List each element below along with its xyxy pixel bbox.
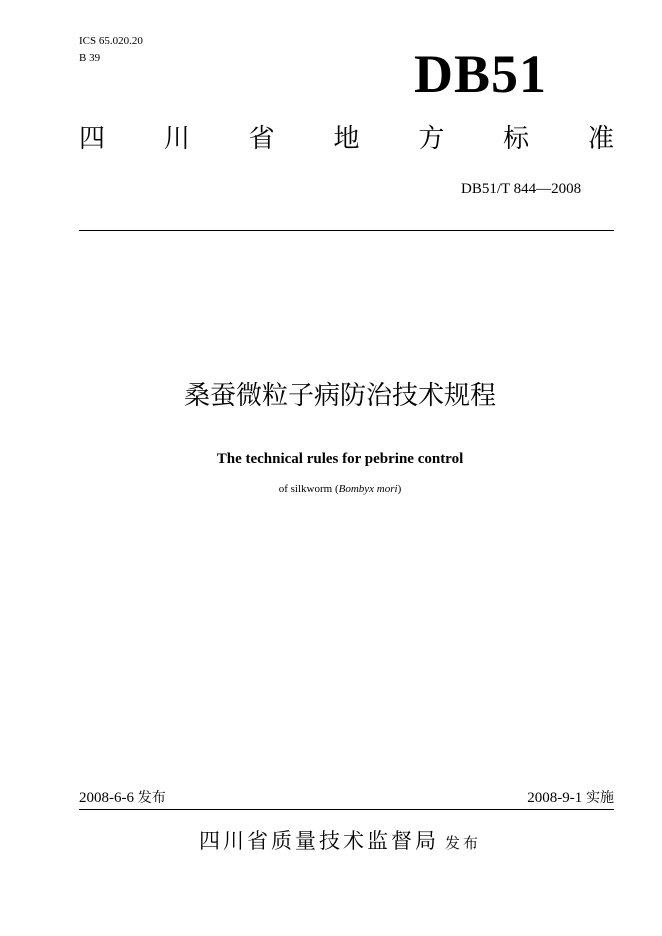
- ics-code: ICS 65.020.20: [79, 35, 143, 47]
- subtitle-suffix: ): [397, 483, 402, 495]
- issue-date-value: 2008-6-6: [79, 790, 134, 806]
- title-english-subtitle: [79, 481, 601, 497]
- ccs-code: B 39: [79, 52, 101, 64]
- implementation-date-label: 实施: [586, 790, 614, 806]
- standard-type: [79, 120, 614, 158]
- standard-number: DB51/T 844—2008: [461, 181, 582, 197]
- bottom-divider: [79, 809, 614, 810]
- implementation-date: [527, 788, 614, 808]
- title-english: The technical rules for pebrine control: [216, 451, 464, 467]
- issue-date-label: 发布: [137, 790, 166, 806]
- db-code: DB51: [414, 44, 548, 104]
- standard-type-char: 省: [248, 124, 275, 154]
- issuer-label: 发布: [444, 834, 481, 852]
- standard-type-char: 准: [587, 124, 614, 154]
- standard-type-char: 地: [333, 124, 360, 154]
- issue-date: [79, 788, 166, 808]
- scientific-name: Bombyx mori: [338, 483, 398, 495]
- implementation-date-value: 2008-9-1: [527, 790, 583, 806]
- standard-type-char: 方: [418, 124, 445, 154]
- subtitle-prefix: of silkworm (: [278, 483, 339, 495]
- issuer-line: [79, 826, 601, 856]
- standard-type-char: 川: [163, 124, 190, 154]
- standard-type-char: 标: [503, 124, 530, 154]
- issuing-authority: 四川省质量技术监督局: [198, 829, 439, 853]
- title-chinese: 桑蚕微粒子病防治技术规程: [183, 381, 496, 411]
- standard-type-char: 四: [79, 124, 106, 154]
- top-divider: [79, 230, 614, 231]
